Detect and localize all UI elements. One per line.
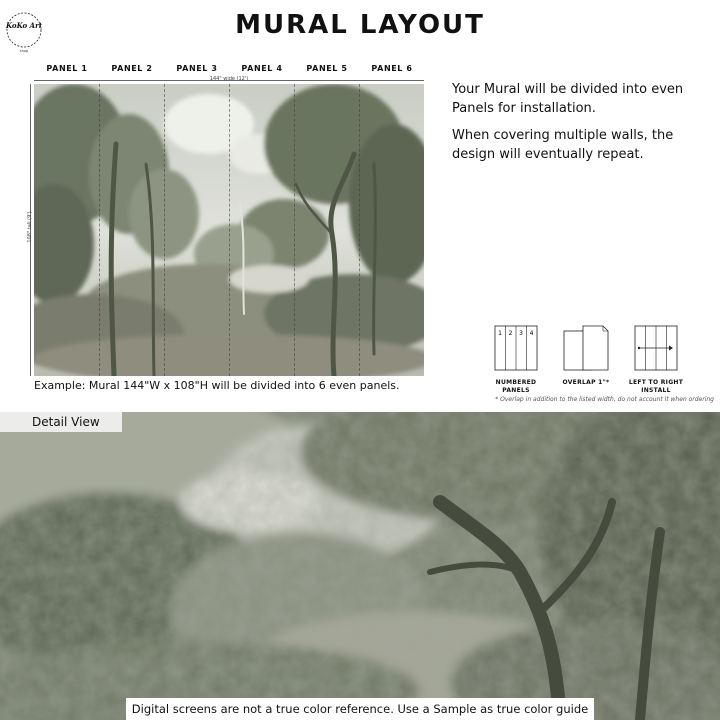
detail-view-tab[interactable]: Detail View [0, 412, 122, 432]
numbered-panels-label: NUMBERED PANELS [495, 379, 537, 394]
logo-subtext: shop [19, 49, 29, 53]
install-label [621, 379, 691, 395]
width-label: 144" wide (12') [209, 76, 249, 82]
numbered-panels-diagram [481, 325, 551, 395]
overlap-icon [561, 325, 611, 371]
page-title: MURAL LAYOUT [235, 10, 485, 40]
panel-number-3: 3 [519, 330, 523, 337]
panel-number-1: 1 [498, 330, 502, 337]
height-label: 108" tall (9') [27, 211, 33, 243]
panel-label-4: PANEL 4 [241, 64, 283, 73]
width-dimension [34, 76, 424, 84]
panel-label-2: PANEL 2 [111, 64, 153, 73]
overlap-diagram [551, 325, 621, 387]
install-direction-diagram [621, 325, 691, 395]
mural-preview[interactable] [34, 84, 424, 376]
panel-label-6: PANEL 6 [371, 64, 413, 73]
install-label-line1: LEFT TO RIGHT [628, 379, 684, 386]
install-label-line2: INSTALL [641, 387, 671, 394]
color-disclaimer: Digital screens are not a true color reference. Use a Sample as true color guide [126, 698, 594, 720]
panel-label-5: PANEL 5 [306, 64, 348, 73]
overlap-label: OVERLAP 1"* [562, 379, 610, 386]
mural-caption: Example: Mural 144"W x 108"H will be divided into 6 even panels. [34, 379, 400, 392]
panel-number-4: 4 [529, 330, 534, 337]
info-text [452, 80, 714, 172]
height-dimension [26, 84, 34, 376]
logo-text: KoKo Art [6, 21, 42, 30]
panel-label-1: PANEL 1 [46, 64, 88, 73]
numbered-panels-icon [491, 325, 541, 371]
panel-number-2: 2 [508, 330, 513, 337]
detail-view-image [0, 412, 720, 720]
info-paragraph-2: When covering multiple walls, the design will eventually repeat. [452, 128, 674, 162]
arrow-right-icon [631, 325, 681, 371]
overlap-footnote: * Overlap in addition to the listed width, do not account it when ordering [495, 396, 714, 403]
panel-label-3: PANEL 3 [176, 64, 218, 73]
info-paragraph-1: Your Mural will be divided into even Panels for installation. [452, 82, 684, 116]
